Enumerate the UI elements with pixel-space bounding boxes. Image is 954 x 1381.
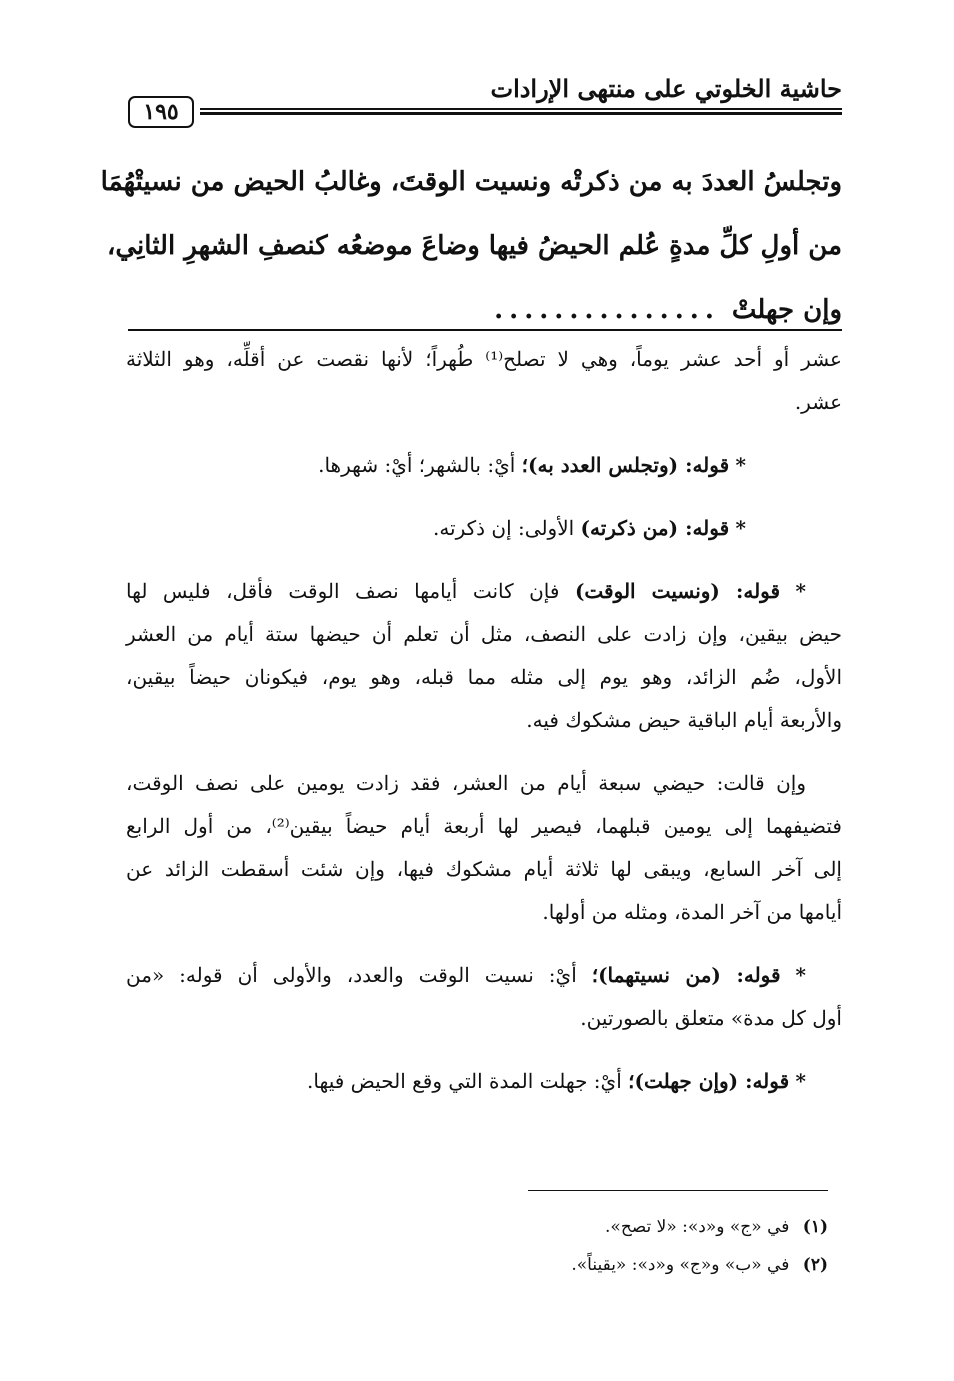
footnote-text: في «ج» و«د»: «لا تصح». [605,1217,790,1237]
footnote-number: (١) [802,1217,828,1237]
entry-marker: * [735,453,746,477]
commentary-line: حيض بيقين، وإن زادت على النصف، مثل أن تعلم أن حيضها ستة أيام من العشر [126,622,842,646]
commentary-line: الأول، ضُم الزائد، وهو يوم إلى مثله مما قبله، وهو يوم، فيكونان حيضاً بيقين، [126,665,842,689]
commentary-line: أول كل مدة» متعلق بالصورتين. [580,1006,842,1030]
entry-heading: قوله: (وإن جهلت)؛ [628,1069,790,1093]
entry-marker: * [795,1069,806,1093]
footnote-text: في «ب» و«ج» و«د»: «يقيناً». [571,1255,790,1275]
entry-marker: * [795,579,807,603]
entry-heading: قوله: (من نسيتهما)؛ [591,963,781,987]
commentary-line: وإن قالت: حيضي سبعة أيام من العشر، فقد زادت يومين على نصف الوقت، [126,771,806,795]
footnote [328,1208,828,1246]
text-separator-rule [128,329,842,331]
commentary-entry [126,1060,842,1103]
entry-marker: * [735,516,746,540]
entry-text: أيْ: جهلت المدة التي وقع الحيض فيها. [307,1069,622,1093]
entry-text: فإن كانت أيامها نصف الوقت فأقل، فليس لها [126,579,560,603]
entry-text: أيْ: نسيت الوقت والعدد، والأولى أن قوله: «من [126,963,577,987]
page-number: ١٩٥ [128,96,194,128]
header-double-rule [200,108,842,118]
main-text-line: وتجلسُ العددَ به من ذكرتْه ونسيت الوقتَ، وغالبُ الحيض من نسيتْهُمَا [100,167,842,197]
entry-heading: قوله: (ونسيت الوقت) [574,579,781,603]
commentary-line: إلى آخر السابع، ويبقى لها ثلاثة أيام مشكوك فيها، وإن شئت أسقطت الزائد عن [126,857,842,881]
commentary-entry [126,954,842,997]
entry-text: الأولى: إن ذكرته. [432,516,575,540]
entry-heading: قوله: (من ذكرته) [580,516,730,540]
entry-marker: * [795,963,807,987]
footnote-number: (٢) [802,1255,828,1275]
commentary-line: والأربعة أيام الباقية حيض مشكوك فيه. [526,708,842,732]
main-text-line: من أولِ كلِّ مدةٍ عُلم الحيضُ فيها وضاعَ موضعُه كنصفِ الشهرِ الثانِي، [106,231,842,261]
commentary-line: أيامها من آخر المدة، ومثله من أولها. [542,900,842,924]
commentary-entry [126,570,842,613]
commentary-line: عشر أو أحد عشر يوماً، وهي لا تصلح⁽¹⁾ طُهراً؛ لأنها نقصت عن أقلِّه، وهو الثلاثة [126,347,842,371]
main-text-line [126,278,842,342]
commentary-line: فتضيفهما إلى يومين قبلهما، فيصير لها أربعة أيام حيضاً بيقين⁽²⁾، من أول الرابع [126,814,842,838]
footnotes [328,1208,828,1284]
commentary-entry [126,507,842,550]
main-text [100,150,842,342]
running-title: حاشية الخلوتي على منتهى الإرادات [490,74,842,103]
commentary-entry [126,444,842,487]
header-rule-thick [200,112,842,115]
ellipsis-dots: ............... [494,295,720,325]
main-text-fragment: وإن جهلتْ [731,295,842,325]
entry-heading: قوله: (وتجلس العدد به)؛ [521,453,730,477]
footnote [328,1246,828,1284]
entry-text: أيْ: بالشهر؛ أيْ: شهرها. [318,453,516,477]
header-rule-thin [200,108,842,110]
commentary [126,338,842,1103]
footnote-rule [528,1190,828,1191]
commentary-line: عشر. [794,390,842,414]
